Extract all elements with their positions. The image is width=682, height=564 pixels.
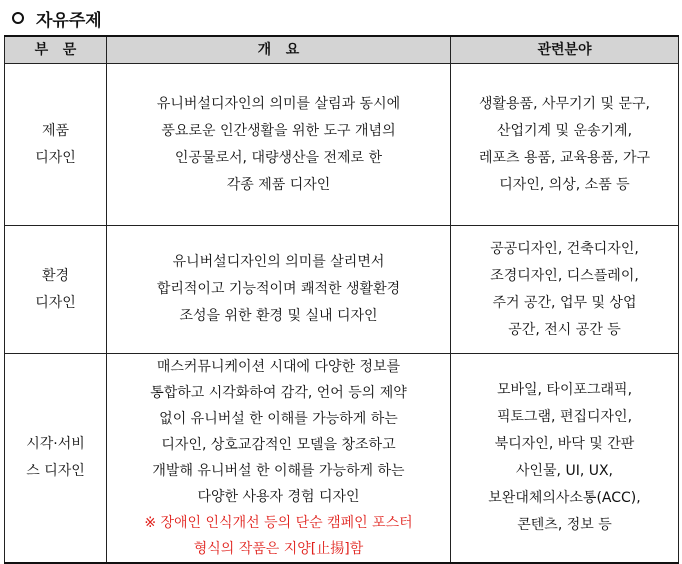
category-line: 디자인 [35,149,76,166]
row-related-fields [451,64,679,226]
header-related-fields: 관련분야 [451,36,679,64]
category-line: 디자인 [35,294,76,311]
overview-line: 매스커뮤니케이션 시대에 다양한 정보를 [156,359,401,375]
related-line: 레포츠 용품, 교육용품, 가구 [478,149,650,166]
related-line: 픽토그램, 편집디자인, [496,409,633,425]
overview-line: 인공물로서, 대량생산을 전제로 한 [174,149,383,166]
overview-line: 각종 제품 디자인 [226,176,331,193]
overview-line: 유니버설디자인의 의미를 살리면서 [172,254,385,270]
row-overview [107,64,451,226]
overview-line: 유니버설디자인의 의미를 살림과 동시에 [156,95,401,112]
related-line: 공간, 전시 공간 등 [508,321,621,338]
topic-table [4,35,679,564]
warning-note: 형식의 작품은 지양[止揚]함 [193,541,364,557]
row-overview [107,226,451,354]
category-line: 시각·서비 [26,436,85,452]
related-line: 주거 공간, 업무 및 상업 [492,294,637,311]
header-category: 부 문 [5,36,107,64]
overview-line: 없이 유니버설 한 이해를 가능하게 하는 [159,411,398,427]
row-overview [107,354,451,564]
category-line: 환경 [41,267,70,284]
overview-line: 합리적이고 기능적이며 쾌적한 생활환경 [156,281,401,297]
row-category [5,226,107,354]
warning-note: ※ 장애인 인식개선 등의 단순 캠페인 포스터 [144,515,413,531]
related-line: 북디자인, 바닥 및 간판 [494,436,635,452]
related-line: 산업기계 및 운송기계, [496,122,633,139]
related-line: 콘텐츠, 정보 등 [517,517,612,533]
table-row [5,354,679,564]
hollow-circle-icon [12,12,24,24]
overview-line: 디자인, 상호교감적인 모델을 창조하고 [161,437,396,453]
related-line: 보완대체의사소통(ACC), [488,490,641,506]
table-row [5,226,679,354]
table-header-row [5,36,679,64]
category-line: 제품 [41,122,70,139]
overview-line: 다양한 사용자 경험 디자인 [197,489,360,505]
row-related-fields [451,354,679,564]
row-category [5,354,107,564]
row-related-fields [451,226,679,354]
related-line: 모바일, 타이포그래픽, [496,382,633,398]
related-line: 조경디자인, 디스플레이, [490,267,639,284]
table-row [5,64,679,226]
related-line: 사인물, UI, UX, [515,463,614,479]
related-line: 디자인, 의상, 소품 등 [499,176,630,193]
overview-line: 풍요로운 인간생활을 위한 도구 개념의 [161,122,396,139]
overview-line: 조성을 위한 환경 및 실내 디자인 [179,308,378,324]
header-overview: 개 요 [107,36,451,64]
section-heading [12,4,102,32]
row-category [5,64,107,226]
related-line: 공공디자인, 건축디자인, [490,240,639,257]
related-line: 생활용품, 사무기기 및 문구, [478,95,650,112]
overview-line: 개발해 유니버설 한 이해를 가능하게 하는 [152,463,405,479]
category-line: 스 디자인 [26,463,85,479]
overview-line: 통합하고 시각화하여 감각, 언어 등의 제약 [150,385,407,401]
section-title: 자유주제 [36,10,102,31]
